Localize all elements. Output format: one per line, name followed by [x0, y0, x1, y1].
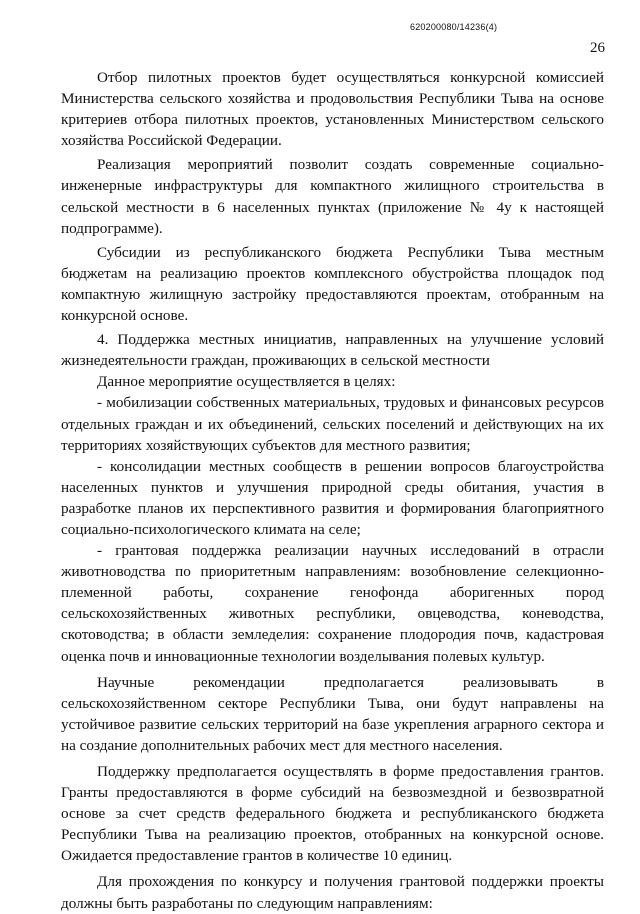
document-code: 620200080/14236(4) — [410, 22, 498, 32]
paragraph-competition-directions: Для прохождения по конкурсу и получения грантовой поддержки проекты должны быть разработаны по следующим направлениям: — [61, 873, 604, 912]
paragraph-subsidies: Субсидии из республиканского бюджета Республики Тыва местным бюджетам на реализацию проектов комплексного обустройства площадок под компактную жилищную застройку предоставляются проектам, отобранным на конкурсной основе. — [61, 243, 604, 325]
page-number: 26 — [590, 40, 605, 56]
paragraph-infrastructure: Реализация мероприятий позволит создать современные социально-инженерные инфраструктуры для компактного жилищного строительства в сельской местности в 6 населенных пунктах (приложение № 4у к настоящей подпрограмме). — [61, 156, 604, 237]
list-item-grant-research: - грантовая поддержка реализации научных исследований в отрасли животноводства по приоритетным направлениям: возобновление селекционно-племенной работы, сохранение генофонда аборигенных пород сельскохозяйственных животных республики, овцеводства, коневодства, скотоводства; в области земледелия: сохранение плодородия почв, кадастровая оценка почв и инновационные технологии возделывания полевых культур. — [61, 542, 604, 665]
document-body — [61, 67, 604, 914]
list-item-consolidation: - консолидации местных сообществ в решении вопросов благоустройства населенных пунктов и улучшения природной среды обитания, участия в разработке планов их перспективного развития и формирования благоприятного социально-психологического климата на селе; — [61, 457, 604, 538]
section-heading-local-initiatives: 4. Поддержка местных инициатив, направленных на улучшение условий жизнедеятельности граждан, проживающих в сельской местности — [61, 331, 604, 370]
paragraph-grants: Поддержку предполагается осуществлять в форме предоставления грантов. Гранты предоставляются в форме субсидий на безвозмездной и безвозвратной основе за счет средств федерального бюджета и республиканского бюджета Республики Тыва на реализацию проектов, отобранных на конкурсной основе. Ожидается предоставление грантов в количестве 10 единиц. — [61, 763, 604, 865]
paragraph-scientific-recommendations: Научные рекомендации предполагается реализовывать в сельскохозяйственном секторе Республики Тыва, они будут направлены на устойчивое развитие сельских территорий на базе укрепления аграрного сектора и на создание дополнительных рабочих мест для местного населения. — [61, 673, 604, 754]
paragraph-goals-intro: Данное мероприятие осуществляется в целях: — [97, 373, 396, 391]
paragraph-selection-pilot-projects: Отбор пилотных проектов будет осуществляться конкурсной комиссией Министерства сельского хозяйства и продовольствия Республики Тыва на основе критериев отбора пилотных проектов, установленных Министерством сельского хозяйства Российской Федерации. — [61, 69, 604, 150]
list-item-mobilization: - мобилизации собственных материальных, трудовых и финансовых ресурсов отдельных граждан и их объединений, сельских поселений и действующих на их территориях хозяйствующих субъектов для местного развития; — [61, 394, 604, 454]
